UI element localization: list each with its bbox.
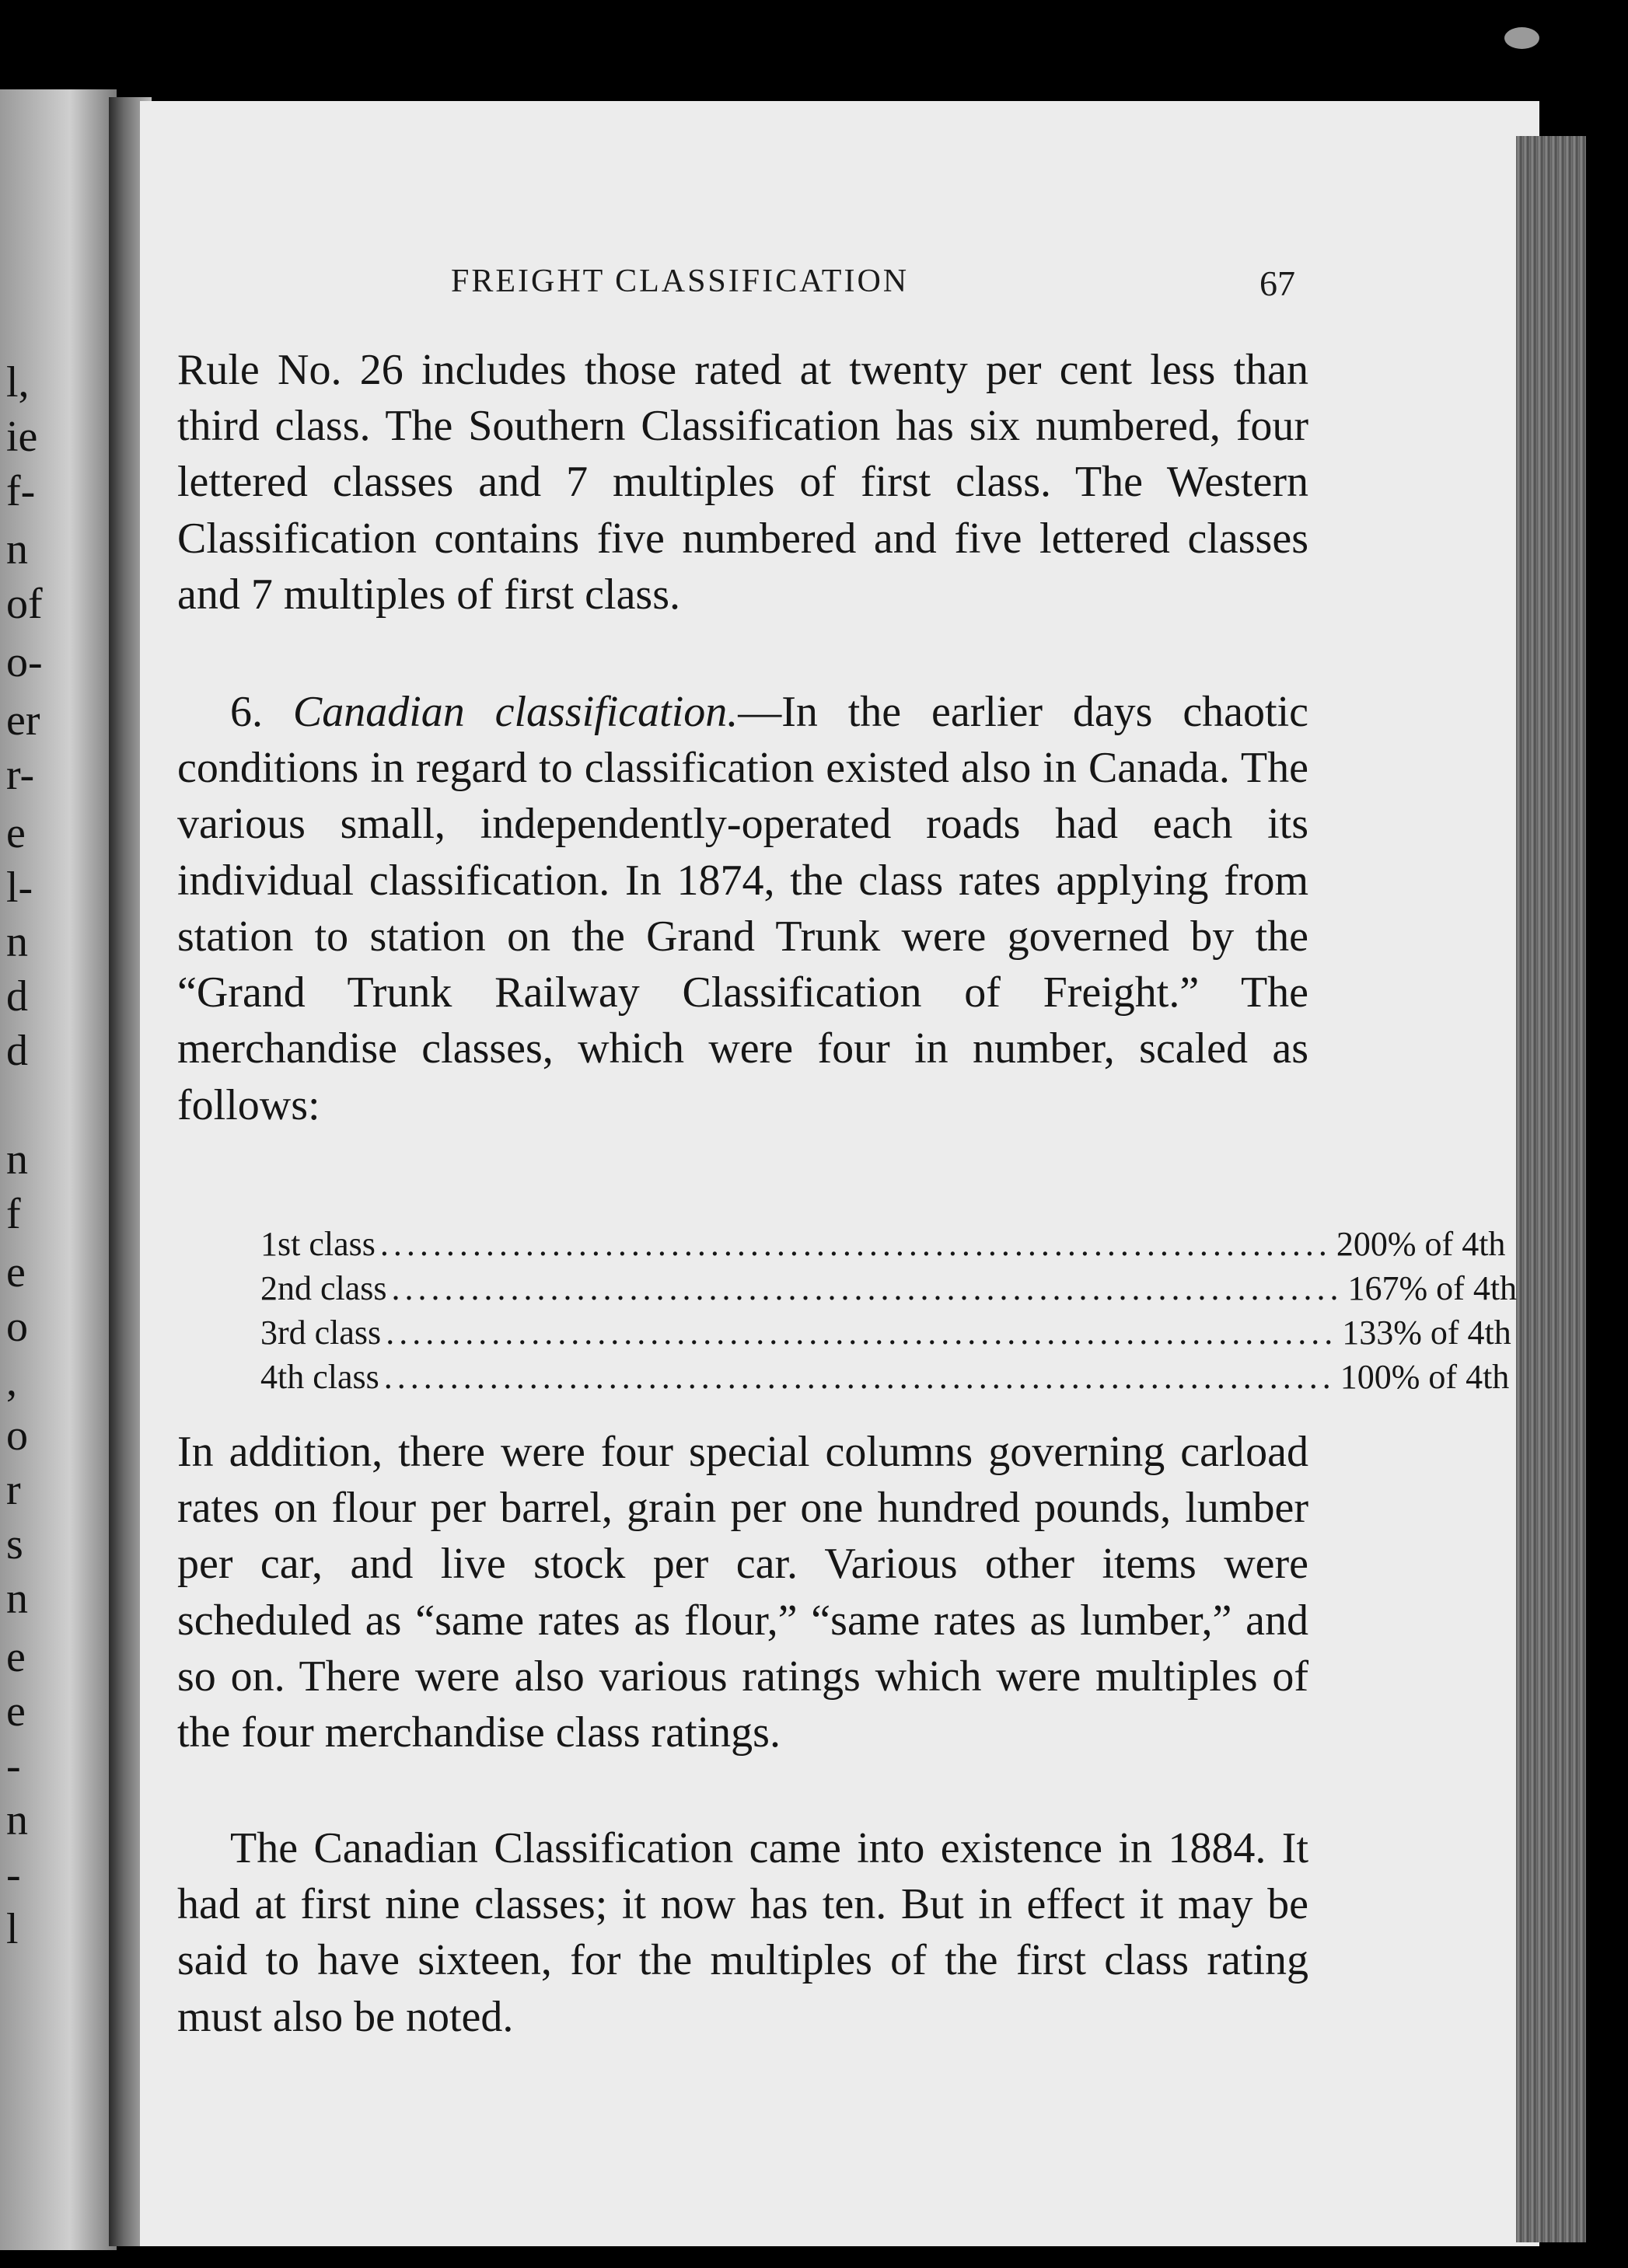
scan-corner-mark: [1504, 27, 1539, 49]
left-page-fragment: r: [6, 1466, 21, 1514]
left-page-fragment: n: [6, 1796, 28, 1844]
left-page-fragment: n: [6, 918, 28, 966]
class-name: 4th class: [260, 1358, 379, 1396]
class-percentage: 100% of 4th: [1340, 1358, 1510, 1396]
left-page-fragment: f: [6, 1190, 21, 1238]
table-row: [260, 1313, 1511, 1357]
section-number: 6.: [230, 688, 263, 736]
class-percentage: 167% of 4th: [1347, 1269, 1518, 1307]
left-page-fragment: ,: [6, 1357, 17, 1405]
left-page-fragment: er: [6, 696, 40, 745]
left-page-fragment: e: [6, 1633, 26, 1681]
page-number: 67: [1259, 263, 1295, 303]
paragraph-canadian-classification-1884: [177, 1820, 1308, 2045]
paragraph-text: The Canadian Classification came into existence in 1884. It had at first nine classes; it now has ten. But in effect it may be said to have sixteen, for the multiples of the first class rating must also be noted.: [177, 1824, 1308, 2041]
left-page-fragment: o-: [6, 638, 43, 686]
left-page-fragment: o: [6, 1303, 28, 1351]
left-page-fragment: -: [6, 1851, 21, 1899]
section-heading: Canadian classification.: [292, 688, 739, 736]
left-page-fragment: e: [6, 1248, 26, 1296]
page-stack-edge: [1516, 136, 1586, 2242]
paragraph-rule-26: [177, 342, 1308, 623]
leader-dots: ........................................................................: [391, 1269, 1343, 1307]
left-page-fragment: o: [6, 1411, 28, 1460]
class-scale-table: [260, 1224, 1518, 1401]
left-page-fragment: d: [6, 1027, 28, 1075]
left-page-fragment: n: [6, 1575, 28, 1623]
left-page-fragment: e: [6, 809, 26, 857]
left-page-fragment: of: [6, 580, 43, 628]
left-page-fragment: f-: [6, 467, 36, 515]
left-page-fragment: s: [6, 1520, 23, 1568]
left-page-fragment: l,: [6, 358, 30, 406]
left-page-fragment: -: [6, 1742, 21, 1790]
left-page-fragment: r-: [6, 751, 35, 799]
paragraph-text: —In the earlier days chaotic conditions in regard to classification existed also in Canada. The various small, independently-operated roads had each its individual classification. In 1874, the class rates applying from station to station on the Grand Trunk were governed by the “Grand Trunk Railway Classification of Freight.” The merchandise classes, which were four in number, scaled as follows:: [177, 688, 1308, 1129]
class-percentage: 133% of 4th: [1342, 1314, 1511, 1352]
left-page-fragment: ie: [6, 413, 38, 461]
left-page-fragment: e: [6, 1687, 26, 1736]
paragraph-text: Rule No. 26 includes those rated at twenty per cent less than third class. The Southern Classification has six numbered, four lettered classes and 7 multiples of first class. The Western Classification contains five numbered and five lettered classes and 7 multiples of first class.: [177, 346, 1308, 619]
left-page-fragment: l-: [6, 864, 33, 912]
table-row: [260, 1357, 1510, 1401]
table-row: [260, 1268, 1518, 1313]
left-page-fragment: n: [6, 525, 28, 574]
paragraph-special-columns: [177, 1424, 1308, 1760]
class-name: 1st class: [260, 1225, 376, 1263]
table-row: [260, 1224, 1506, 1268]
paragraph-canadian-classification: [177, 684, 1308, 1133]
left-page-fragment: n: [6, 1136, 28, 1184]
class-name: 3rd class: [260, 1314, 382, 1352]
running-head: FREIGHT CLASSIFICATION: [451, 263, 910, 299]
left-page-edge: [0, 89, 117, 2250]
left-page-fragment: l: [6, 1905, 19, 1953]
leader-dots: ........................................................................: [383, 1358, 1336, 1396]
leader-dots: ........................................................................: [379, 1225, 1332, 1263]
class-percentage: 200% of 4th: [1336, 1225, 1506, 1263]
paragraph-text: In addition, there were four special columns governing carload rates on flour per barrel, grain per one hundred pounds, lumber per car, and live stock per car. Various other items were scheduled as “same rates as flour,” “same rates as lumber,” and so on. There were also various ratings which were multiples of the four merchandise class ratings.: [177, 1428, 1308, 1757]
class-name: 2nd class: [260, 1269, 387, 1307]
left-page-fragment: d: [6, 972, 28, 1021]
leader-dots: ........................................................................: [386, 1314, 1338, 1352]
